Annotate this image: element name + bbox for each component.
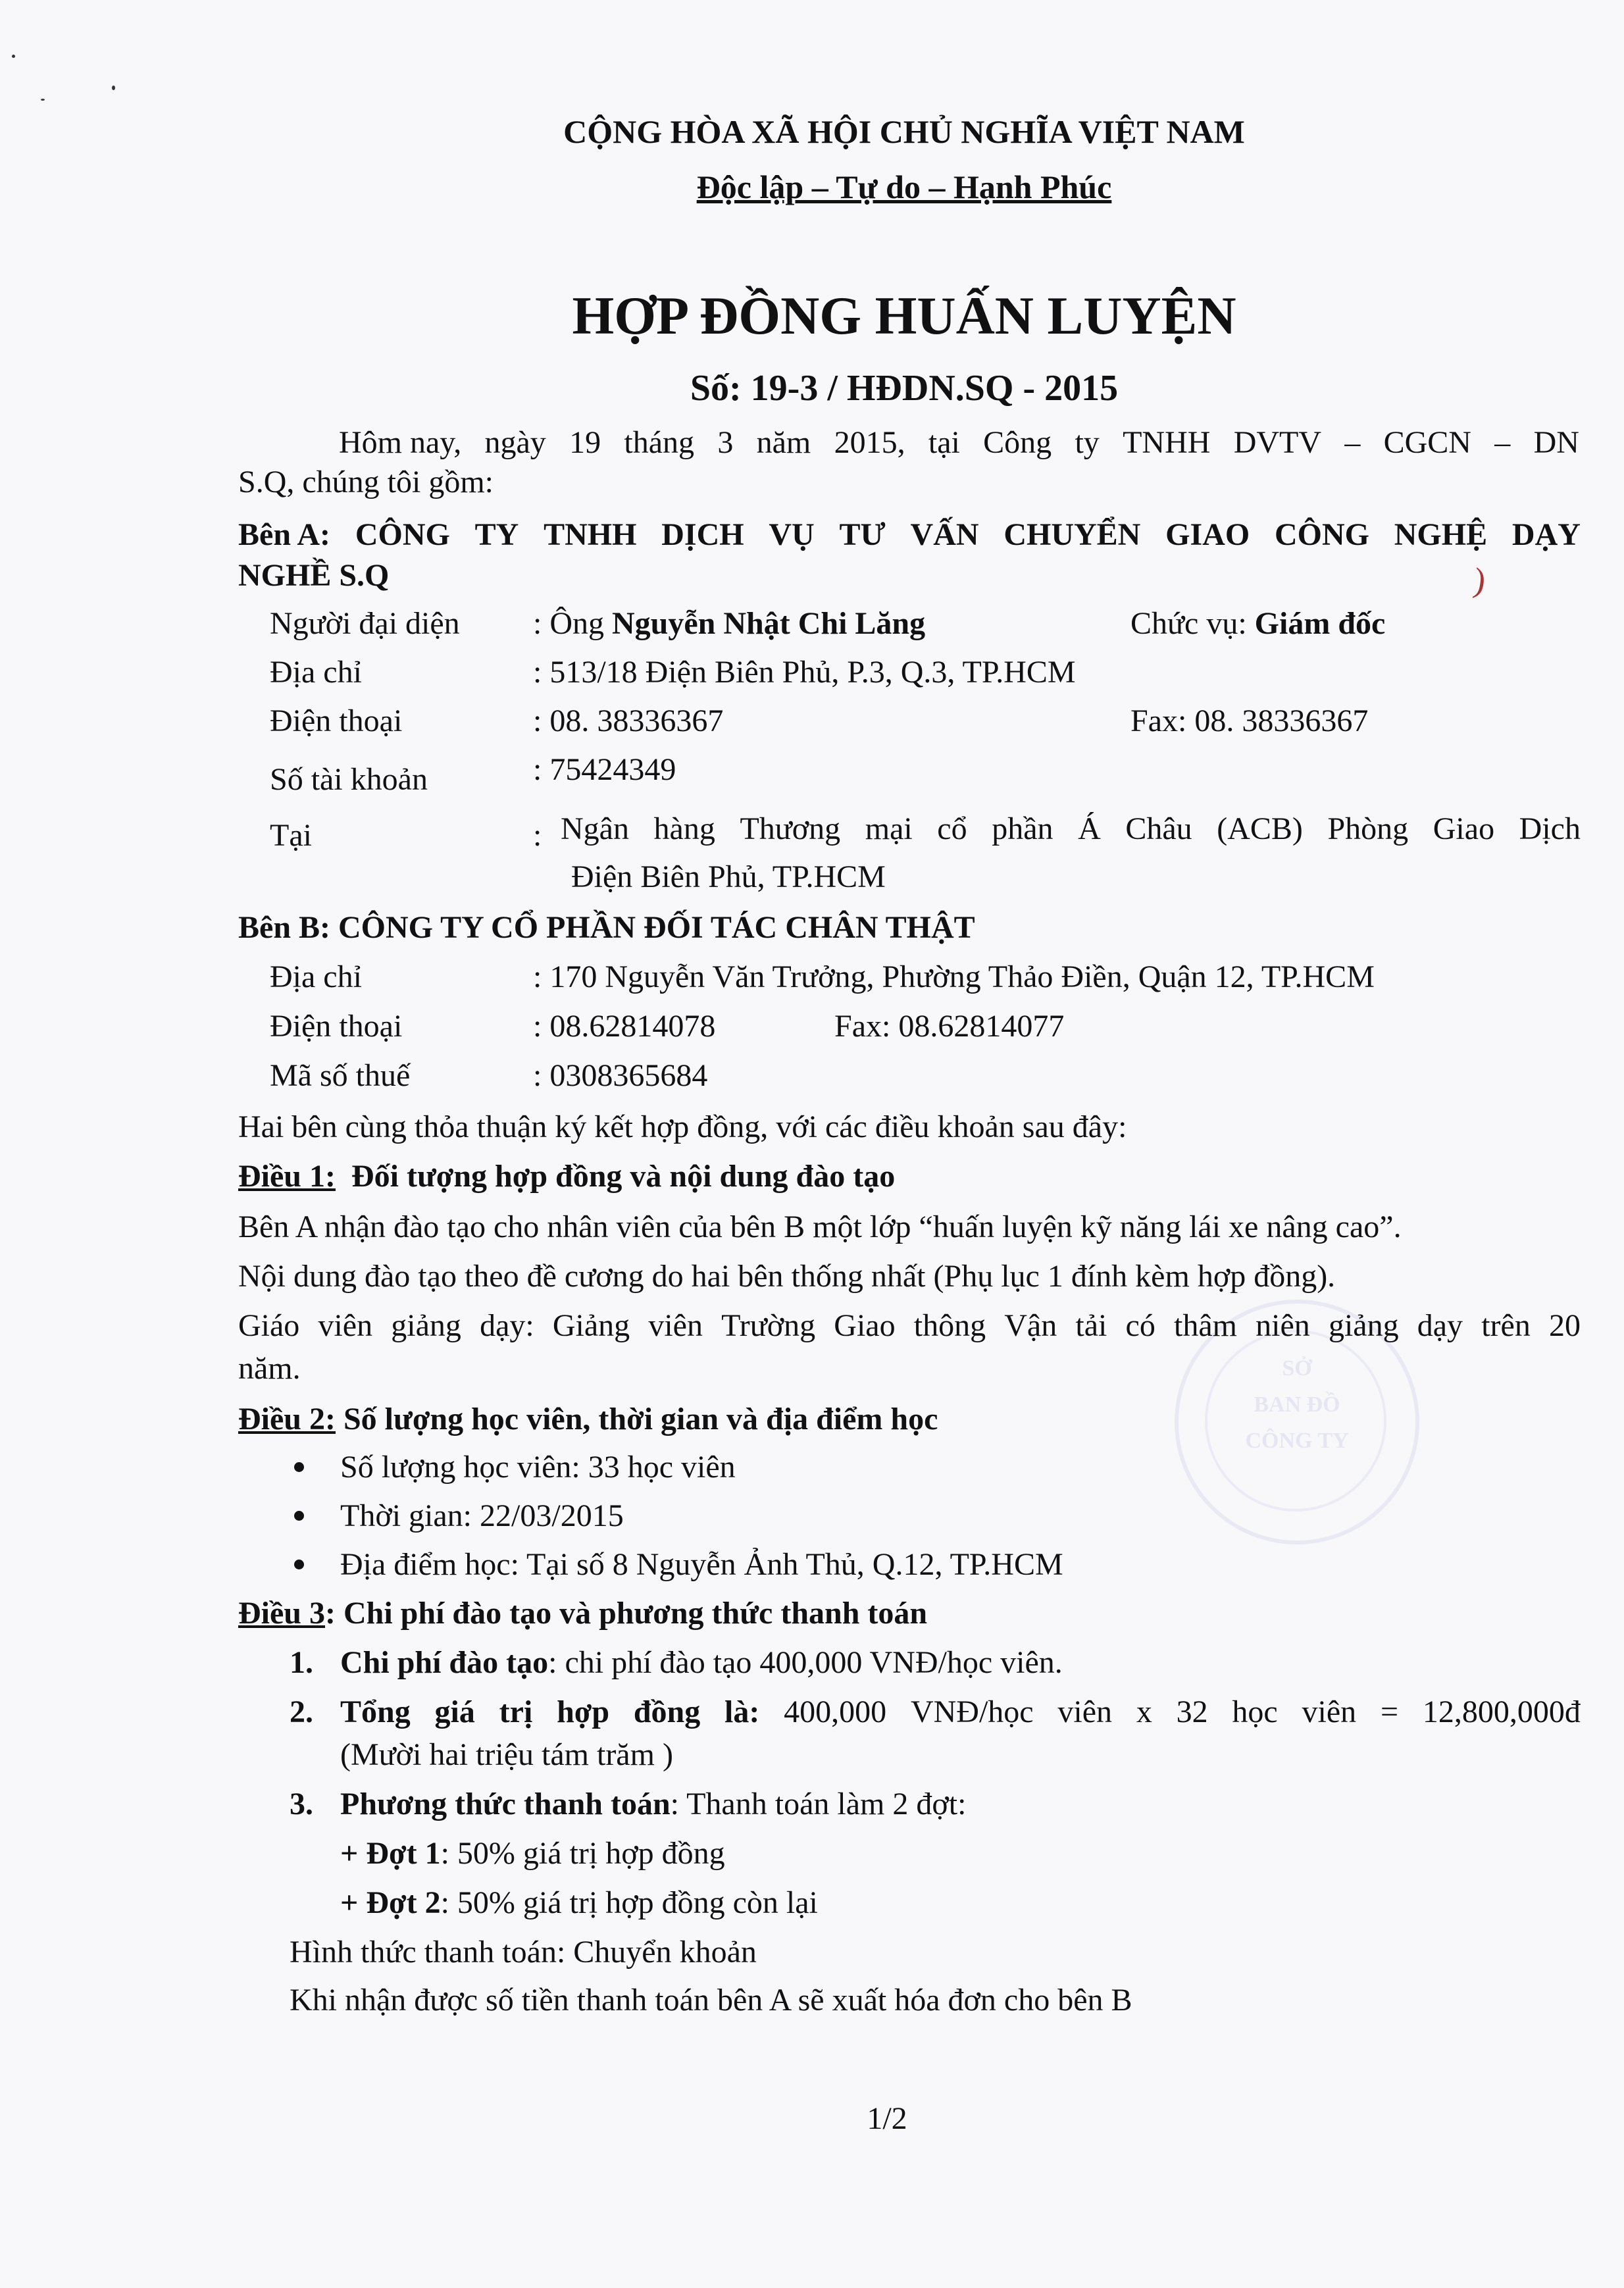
party-a-bank-colon: :	[533, 818, 542, 853]
party-a-bank-label: Tại	[270, 818, 312, 853]
word: DỊCH	[661, 517, 744, 552]
article-3-item-3-number: 3.	[290, 1787, 313, 1821]
party-b-address: : 170 Nguyễn Văn Trưởng, Phường Thảo Điền, Quận 12, TP.HCM	[533, 959, 1375, 994]
party-b-phone-label: Điện thoại	[270, 1009, 403, 1044]
party-a-account-label: Số tài khoản	[270, 762, 428, 797]
word: ngày	[484, 425, 546, 460]
phase-1-text: : 50% giá trị hợp đồng	[440, 1836, 725, 1871]
contract-number: Số: 19-3 / HĐDN.SQ - 2015	[690, 368, 1119, 409]
item-1-text: : chi phí đào tạo 400,000 VNĐ/học viên.	[548, 1645, 1063, 1680]
word: 12,800,000đ	[1422, 1694, 1581, 1729]
word: TNHH	[1123, 425, 1211, 460]
article-1-p2: Nội dung đào tạo theo đề cương do hai bên thống nhất (Phụ lục 1 đính kèm hợp đồng).	[238, 1259, 1336, 1294]
item-3-text: : Thanh toán làm 2 đợt:	[670, 1787, 967, 1821]
word: thông	[913, 1308, 986, 1343]
party-a-position	[1130, 604, 1385, 644]
word: Phòng	[1327, 811, 1409, 846]
article-2-item: Thời gian: 22/03/2015	[340, 1498, 624, 1533]
word: 400,000	[784, 1694, 887, 1729]
word: mại	[865, 811, 913, 846]
article-3-title: : Chi phí đào tạo và phương thức thanh toán	[325, 1596, 928, 1631]
word: đồng	[633, 1694, 701, 1729]
invoice-note: Khi nhận được số tiền thanh toán bên A sẽ xuất hóa đơn cho bên B	[290, 1983, 1132, 2018]
party-b-tax-label: Mã số thuế	[270, 1058, 411, 1093]
word: CHUYỂN	[1003, 517, 1141, 552]
rep-prefix: : Ông	[533, 606, 612, 641]
word: Á	[1078, 811, 1101, 846]
word: VNĐ/học	[910, 1694, 1034, 1729]
word: CGCN	[1383, 425, 1471, 460]
article-1-label: Điều 1:	[238, 1159, 336, 1194]
country-motto: Độc lập – Tự do – Hạnh Phúc	[696, 168, 1112, 205]
article-3-item-1-number: 1.	[290, 1645, 313, 1680]
payment-method: Hình thức thanh toán: Chuyển khoản	[290, 1935, 757, 1970]
word: CÔNG	[1274, 517, 1369, 552]
word: VỤ	[769, 517, 815, 552]
party-b-heading: Bên B: CÔNG TY CỔ PHẦN ĐỐI TÁC CHÂN THẬT	[238, 910, 975, 945]
word: cổ	[937, 811, 967, 846]
word: giảng	[391, 1308, 461, 1343]
article-2-title: Số lượng học viên, thời gian và địa điểm học	[335, 1402, 938, 1436]
party-a-heading	[238, 515, 1581, 555]
bullet-icon	[294, 1462, 304, 1472]
word: Giao	[834, 1308, 896, 1343]
article-3-item-2-line2: (Mười hai triệu tám trăm )	[340, 1737, 673, 1772]
party-a-bank	[561, 809, 1581, 849]
word: tại	[928, 425, 960, 460]
word: giá	[434, 1694, 475, 1729]
word: Giáo	[238, 1308, 300, 1343]
article-3-item-2	[340, 1692, 1581, 1732]
position-value: Giám đốc	[1254, 606, 1386, 641]
word: VẤN	[910, 517, 979, 552]
phase-1-label: Đợt 1	[366, 1836, 441, 1871]
word: ty	[1075, 425, 1100, 460]
word: CÔNG	[355, 517, 450, 552]
article-2-item: Số lượng học viên: 33 học viên	[340, 1450, 736, 1485]
stamp-line: SỞ	[1282, 1356, 1312, 1381]
word: là:	[724, 1694, 760, 1729]
word: 2015,	[834, 425, 905, 460]
party-a-heading-line2: NGHỀ S.Q	[238, 558, 390, 593]
stamp-line: BAN ĐỒ	[1254, 1392, 1340, 1417]
word: niên	[1256, 1308, 1310, 1343]
party-a-phone: : 08. 38336367	[533, 703, 724, 738]
rep-name: Nguyễn Nhật Chi Lăng	[612, 606, 926, 641]
word: dạy	[1417, 1308, 1463, 1343]
word: –	[1344, 425, 1361, 460]
word: Ngân	[561, 811, 629, 846]
article-1-p1: Bên A nhận đào tạo cho nhân viên của bên B một lớp “huấn luyện kỹ năng lái xe nâng cao”.	[238, 1209, 1402, 1244]
word: có	[1125, 1308, 1155, 1343]
article-3-item-3	[340, 1785, 966, 1824]
party-a-address: : 513/18 Điện Biên Phủ, P.3, Q.3, TP.HCM	[533, 655, 1076, 690]
word: 19	[569, 425, 601, 460]
bullet-icon	[294, 1560, 304, 1569]
word: (ACB)	[1217, 811, 1303, 846]
scan-speck	[112, 86, 115, 90]
intro-line-1	[339, 423, 1579, 463]
word: TƯ	[839, 517, 886, 552]
word: phần	[992, 811, 1053, 846]
word: tải	[1075, 1308, 1107, 1343]
word: Châu	[1125, 811, 1192, 846]
party-a-rep-label: Người đại diện	[270, 606, 460, 641]
party-b-address-label: Địa chỉ	[270, 959, 362, 994]
item-1-label: Chi phí đào tạo	[340, 1645, 549, 1680]
agreement-intro: Hai bên cùng thỏa thuận ký kết hợp đồng, với các điều khoản sau đây:	[238, 1109, 1127, 1144]
word: x	[1136, 1694, 1152, 1729]
word: giảng	[1328, 1308, 1399, 1343]
party-a-phone-label: Điện thoại	[270, 703, 403, 738]
party-b-tax: : 0308365684	[533, 1058, 708, 1093]
article-2-label: Điều 2:	[238, 1402, 336, 1436]
word: DN	[1533, 425, 1579, 460]
word: Tổng	[340, 1694, 411, 1729]
word: Giảng	[552, 1308, 630, 1343]
intro-line-2: S.Q, chúng tôi gồm:	[238, 465, 494, 499]
scan-speck	[41, 99, 45, 101]
word: TNHH	[544, 517, 637, 552]
country-name: CỘNG HÒA XÃ HỘI CHỦ NGHĨA VIỆT NAM	[563, 113, 1245, 150]
article-1-heading	[238, 1157, 895, 1196]
word: viên	[648, 1308, 703, 1343]
word: thâm	[1174, 1308, 1237, 1343]
word: viên	[1057, 1694, 1113, 1729]
word: 3	[717, 425, 734, 460]
phase-2-text: : 50% giá trị hợp đồng còn lại	[440, 1885, 818, 1920]
party-a-fax: Fax: 08. 38336367	[1130, 703, 1369, 738]
article-1-p3	[238, 1306, 1581, 1346]
page-number: 1/2	[867, 2101, 907, 2136]
word: Giao	[1433, 811, 1495, 846]
phase-2-label: Đợt 2	[366, 1885, 441, 1920]
party-a-rep	[533, 604, 925, 644]
handwritten-mark: )	[1471, 561, 1488, 600]
word: năm	[756, 425, 811, 460]
article-3-heading	[238, 1594, 927, 1633]
word: TY	[474, 517, 519, 552]
word: hàng	[653, 811, 715, 846]
word: Công	[983, 425, 1052, 460]
word: NGHỆ	[1394, 517, 1488, 552]
word: viên	[318, 1308, 373, 1343]
word: DẠY	[1511, 517, 1581, 552]
party-b-fax: Fax: 08.62814077	[834, 1009, 1065, 1044]
word: Vận	[1004, 1308, 1057, 1343]
word: –	[1494, 425, 1511, 460]
word: tháng	[624, 425, 695, 460]
phase-1-prefix: +	[340, 1836, 367, 1871]
word: hợp	[557, 1694, 610, 1729]
stamp-line: CÔNG TY	[1245, 1429, 1349, 1453]
article-1-p3-line2: năm.	[238, 1351, 301, 1386]
article-2-heading	[238, 1400, 938, 1439]
document-title: HỢP ĐỒNG HUẤN LUYỆN	[572, 286, 1236, 345]
word: viên	[1302, 1694, 1357, 1729]
word: học	[1232, 1694, 1278, 1729]
item-3-label: Phương thức thanh toán	[340, 1787, 671, 1821]
word: 32	[1176, 1694, 1208, 1729]
word: trên	[1481, 1308, 1531, 1343]
word: dạy:	[480, 1308, 534, 1343]
party-a-account: : 75424349	[533, 752, 676, 787]
party-b-phone: : 08.62814078	[533, 1009, 716, 1044]
payment-phase-1	[340, 1834, 725, 1873]
word: trị	[499, 1694, 533, 1729]
party-a-address-label: Địa chỉ	[270, 655, 362, 690]
payment-phase-2	[340, 1883, 818, 1923]
article-3-item-1	[340, 1643, 1063, 1683]
word: Hôm nay,	[339, 425, 462, 460]
party-a-bank-line2: Điện Biên Phủ, TP.HCM	[571, 859, 886, 894]
phase-2-prefix: +	[340, 1885, 367, 1920]
word: Trường	[721, 1308, 816, 1343]
article-3-label: Điều 3	[238, 1596, 325, 1631]
article-2-item: Địa điểm học: Tại số 8 Nguyễn Ảnh Thủ, Q.12, TP.HCM	[340, 1547, 1063, 1582]
word: Thương	[740, 811, 841, 846]
word: GIAO	[1165, 517, 1250, 552]
word: =	[1380, 1694, 1399, 1729]
article-1-title: Đối tượng hợp đồng và nội dung đào tạo	[351, 1159, 896, 1194]
bullet-icon	[294, 1511, 304, 1521]
word: DVTV	[1233, 425, 1322, 460]
article-3-item-2-number: 2.	[290, 1694, 313, 1729]
position-label: Chức vụ:	[1130, 606, 1255, 641]
word: Dịch	[1519, 811, 1581, 846]
word: Bên A:	[238, 517, 331, 552]
scan-speck	[12, 55, 15, 58]
word: 20	[1548, 1308, 1581, 1343]
